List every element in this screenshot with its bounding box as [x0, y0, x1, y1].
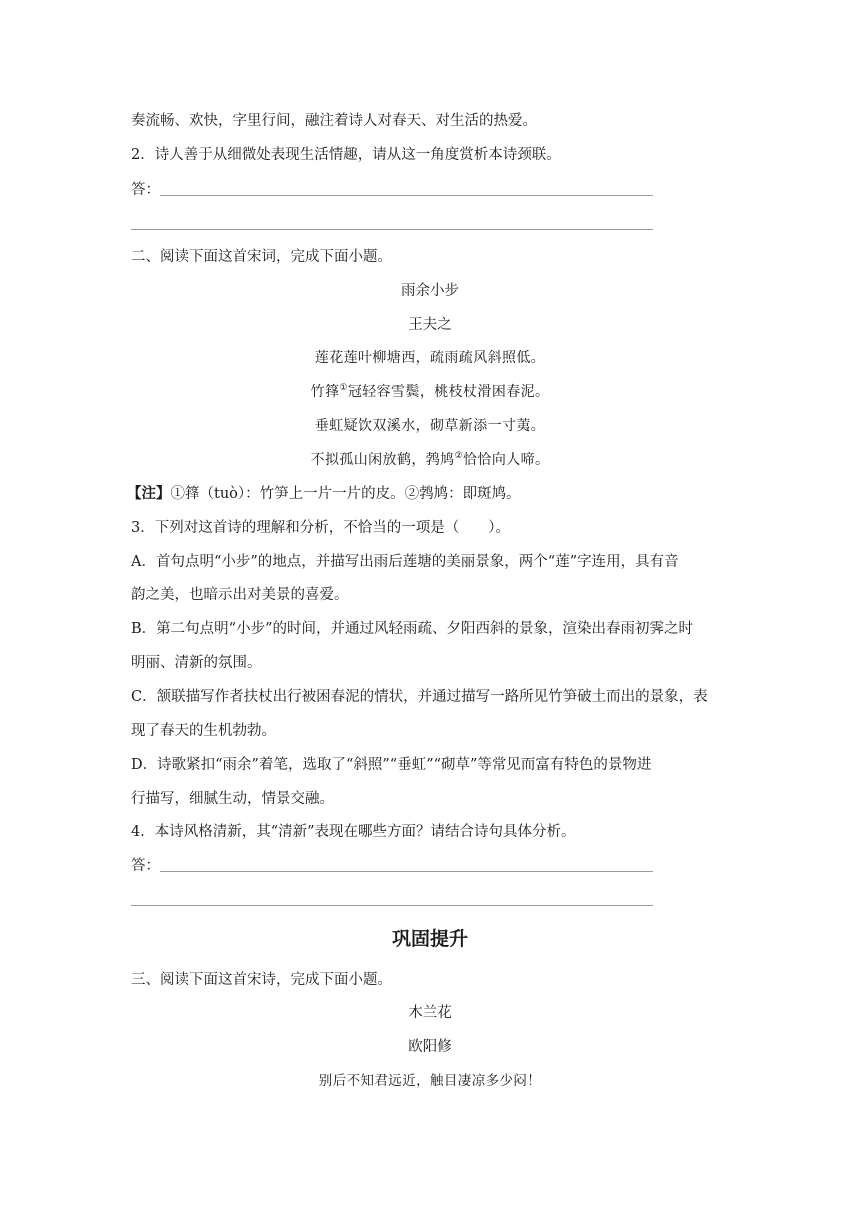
option-d-line-1: D．诗歌紧扣“雨余”着笔，选取了“斜照”“垂虹”“砌草”等常见而富有特色的景物进 [131, 757, 652, 773]
answer-line [160, 195, 653, 196]
poem-1-line-4-b: 恰恰向人啼。 [463, 452, 550, 468]
option-d-line-2: 行描写，细腻生动，情景交融。 [131, 791, 334, 807]
option-a-line-1: A．首句点明“小步”的地点，并描写出雨后莲塘的美丽景象，两个“莲”字连用，具有音 [131, 554, 679, 570]
section-title: 巩固提升 [391, 928, 468, 950]
option-b-line-2: 明丽、清新的氛围。 [131, 655, 262, 671]
option-b-line-1: B．第二句点明“小步”的时间，并通过风轻雨疏、夕阳西斜的景象，渲染出春雨初霁之时 [131, 621, 693, 637]
option-c-line-2: 现了春天的生机勃勃。 [131, 723, 276, 739]
footnote [127, 484, 521, 504]
answer-label: 答： [131, 182, 160, 198]
answer-line [131, 229, 653, 230]
poem-2-author: 欧阳修 [408, 1039, 452, 1055]
note-bracket: 【注】 [127, 485, 171, 502]
poem-1-line-2 [0, 382, 860, 402]
continuation-line: 奏流畅、欢快，字里行间，融注着诗人对春天、对生活的热爱。 [131, 113, 537, 129]
poem-1-title: 雨余小步 [401, 283, 459, 299]
poem-1-line-1: 莲花莲叶柳塘西，疏雨疏风斜照低。 [314, 350, 546, 366]
poem-1-line-4-a: 不拟孤山闲放鹤，鹁鸠 [310, 452, 455, 468]
footnote-marker: ② [454, 451, 464, 461]
poem-1-line-4 [0, 450, 860, 470]
poem-1-author: 王夫之 [408, 317, 452, 333]
poem-1-line-3: 垂虹疑饮双溪水，砌草新添一寸荑。 [314, 418, 546, 434]
answer-line [131, 905, 653, 906]
option-a-line-2: 韵之美，也暗示出对美景的喜爱。 [131, 587, 349, 603]
option-c-line-1: C．颔联描写作者扶杖出行被困春泥的情状，并通过描写一路所见竹笋破土而出的景象，表 [131, 689, 708, 705]
question-3: 3．下列对这首诗的理解和分析，不恰当的一项是（ ）。 [131, 520, 510, 536]
note-text: ①箨（tuò）：竹笋上一片一片的皮。②鹁鸠：即斑鸠。 [170, 486, 521, 502]
question-4: 4．本诗风格清新，其“清新”表现在哪些方面？请结合诗句具体分析。 [131, 824, 576, 840]
question-2: 2．诗人善于从细微处表现生活情趣，请从这一角度赏析本诗颈联。 [131, 147, 561, 163]
answer-label: 答： [131, 858, 160, 874]
answer-area-q4 [131, 856, 653, 876]
poem-1-line-2-b: 冠轻容雪鬓，桃枝杖滑困春泥。 [347, 384, 550, 400]
poem-1-line-2-a: 竹箨 [310, 384, 340, 400]
section-2-intro: 二、阅读下面这首宋词，完成下面小题。 [131, 249, 392, 265]
footnote-marker: ① [339, 383, 348, 393]
section-3-intro: 三、阅读下面这首宋诗，完成下面小题。 [131, 972, 392, 988]
answer-area-q2 [131, 180, 653, 200]
answer-line [160, 871, 653, 872]
poem-2-line-1: 别后不知君远近，触目凄凉多少闷！ [318, 1073, 542, 1089]
poem-2-title: 木兰花 [408, 1005, 452, 1021]
